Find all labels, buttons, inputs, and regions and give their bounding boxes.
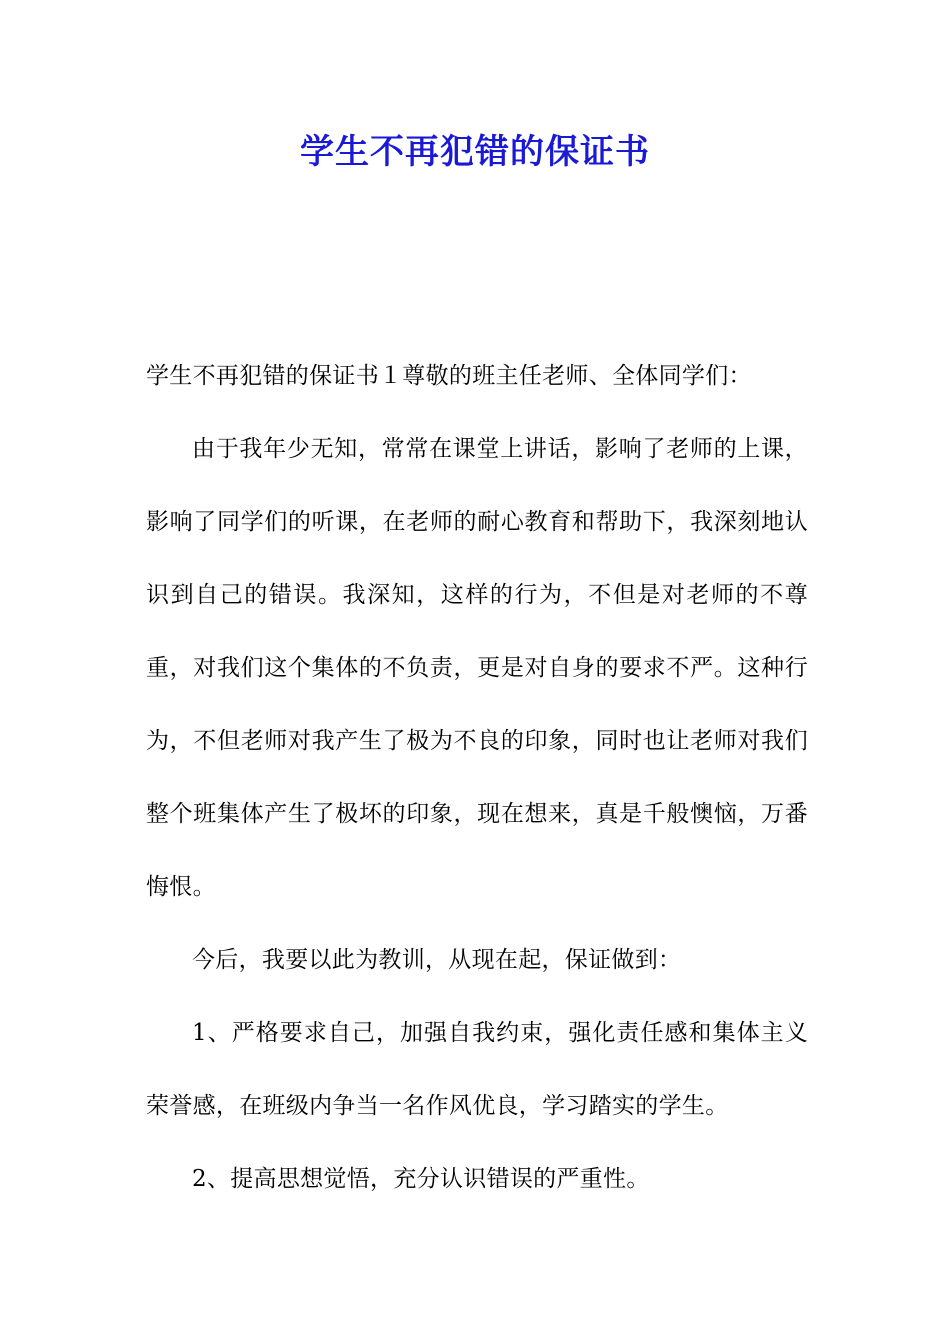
commitment-intro-paragraph: 今后，我要以此为教训，从现在起，保证做到： <box>192 947 682 973</box>
greeting-paragraph: 学生不再犯错的保证书１尊敬的班主任老师、全体同学们： <box>146 363 752 389</box>
document-title: 学生不再犯错的保证书 <box>300 132 650 172</box>
commitment-item-1: 1、严格要求自己，加强自我约束，强化责任感和集体主义荣誉感，在班级内争当一名作风优良，学习踏实的学生。 <box>146 1020 808 1119</box>
document-body <box>146 340 808 1216</box>
apology-paragraph: 由于我年少无知，常常在课堂上讲话，影响了老师的上课，影响了同学们的听课，在老师的耐心教育和帮助下，我深刻地认识到自己的错误。我深知，这样的行为，不但是对老师的不尊重，对我们这个集体的不负责，更是对自身的要求不严。这种行为，不但老师对我产生了极为不良的印象，同时也让老师对我们整个班集体产生了极坏的印象，现在想来，真是千般懊恼，万番悔恨。 <box>146 436 808 900</box>
commitment-item-2: 2、提高思想觉悟，充分认识错误的严重性。 <box>192 1166 650 1192</box>
